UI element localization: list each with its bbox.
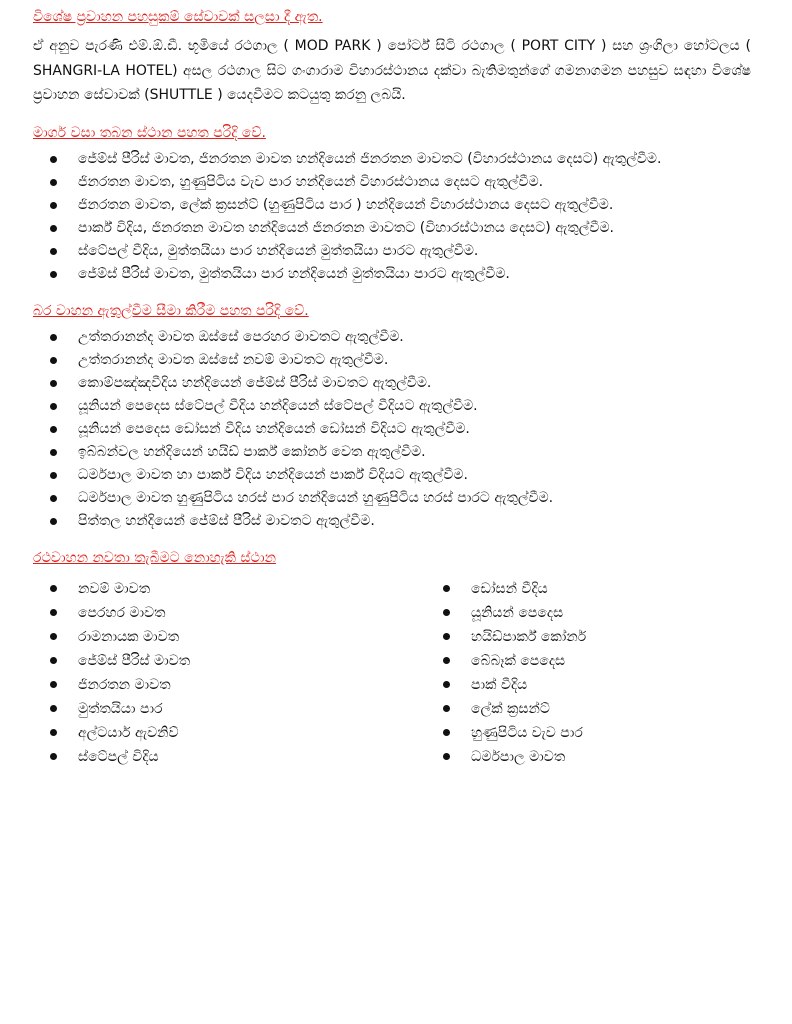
- list-item: යූනියන් පෙදෙස ස්ටේපල් වීදිය හන්දියෙන් ස්ටේපල් වීදියට ඇතුල්වීම.: [33, 395, 751, 418]
- heavy-vehicles-list: [33, 326, 751, 533]
- list-item: ස්ටේපල් විදිය: [33, 745, 426, 769]
- no-parking-list-left: [33, 577, 426, 769]
- intro-paragraph: ඒ අනුව පැරණි එම්.ඕ.ඩී. භූමියේ රථගාල ( MOD PARK ) පෝර්ට් සිටි රථගාල ( PORT CITY ) සහ ශ්‍රංගිලා හෝටලය ( SHANGRI-LA HOTEL) අසල රථගාල සිට ගංගාරාම විහාරස්ථානය දක්වා බැතිමතුන්ගේ ගමනාගමන පහසුව සඳහා විශේෂ ප්‍රවාහන සේවාවක් (SHUTTLE ) යෙදවීමට කටයුතු කරනු ලබයි.: [33, 38, 751, 103]
- list-item: අල්ටයාර් ඇවනිව්: [33, 721, 426, 745]
- list-item: ජේම්ස් පීරිස් මාවත, මුත්තයියා පාර හන්දියෙන් මුත්තයියා පාරට ඇතුල්වීම.: [33, 263, 751, 286]
- list-item: ධර්මපාල මාවත හුණුපිටිය හරස් පාර හන්දියෙන් හුණුපිටිය හරස් පාරට ඇතුල්වීම.: [33, 487, 751, 510]
- road-closures-list: [33, 148, 751, 286]
- list-item: ජිනරතන මාවත: [33, 673, 426, 697]
- list-item: ස්ටේපල් වීදිය, මුත්තයියා පාර හන්දියෙන් මුත්තයියා පාරට ඇතුල්වීම.: [33, 240, 751, 263]
- list-item: පාර්ක් විදිය, ජිනරතන මාවත හන්දියෙන් ජිනරතන මාවතට (විහාරස්ථානය දෙසට) ඇතුල්වීම.: [33, 217, 751, 240]
- list-item: ජේම්ස් පීරිස් මාවත: [33, 649, 426, 673]
- list-item: මුත්තයියා පාර: [33, 697, 426, 721]
- list-item: පෙරහර මාවත: [33, 601, 426, 625]
- list-item: රාමනායක මාවත: [33, 625, 426, 649]
- list-item: නවම් මාවත: [33, 577, 426, 601]
- list-item: ජිනරතන මාවත, ලේක් ක්‍රසන්ට් (හුණුපිටිය පාර ) හන්දියෙන් විහාරස්ථානය දෙසට ඇතුල්වීම.: [33, 194, 751, 217]
- list-item: හුණුපිටිය වැව පාර: [426, 721, 726, 745]
- list-item: පිත්තල හන්දියෙන් ජේම්ස් පීරිස් මාවතට ඇතුල්වීම.: [33, 510, 751, 533]
- list-item: හයිඩ්පාර්ක් කෝනර්: [426, 625, 726, 649]
- no-parking-columns: [33, 573, 751, 769]
- document-title: විශේෂ ප්‍රවාහන පහසුකම් සේවාවක් සලසා දී ඇත.: [33, 9, 323, 25]
- list-item: පාක් වීදිය: [426, 673, 726, 697]
- list-item: ලේක් ක්‍රසන්ට්: [426, 697, 726, 721]
- heavy-vehicles-heading: බර වාහන ඇතුල්වීම සීමා කිරීම පහත පරිදි වේ.: [33, 302, 309, 319]
- road-closures-heading: මාර්ග වසා තබන ස්ථාන පහත පරිදි වේ.: [33, 124, 266, 141]
- no-parking-list-right: [426, 577, 726, 769]
- document-page: [33, 6, 751, 769]
- list-item: බේබෑක් පෙදෙස: [426, 649, 726, 673]
- list-item: ධර්මපාල මාවත: [426, 745, 726, 769]
- list-item: උත්තරානන්ද මාවත ඔස්සේ පෙරහර මාවතට ඇතුල්වීම.: [33, 326, 751, 349]
- list-item: ධර්මපාල මාවත හා පාර්ක් විදිය හන්දියෙන් පාර්ක් විදියට ඇතුල්වීම.: [33, 464, 751, 487]
- list-item: උත්තරානන්ද මාවත ඔස්සේ නවම් මාවතට ඇතුල්වීම.: [33, 349, 751, 372]
- no-parking-heading: රථවාහන නවතා තැබීමට නොහැකි ස්ථාන: [33, 549, 276, 566]
- list-item: ඉබ්බන්වල හන්දියෙන් හයිඩ් පාර්ක් කෝනර් වෙත ඇතුල්වීම.: [33, 441, 751, 464]
- list-item: ජිනරතන මාවත, හුණුපිටිය වැව පාර හන්දියෙන් විහාරස්ථානය දෙසට ඇතුල්වීම.: [33, 171, 751, 194]
- list-item: යූනියන් පෙදෙස: [426, 601, 726, 625]
- list-item: කොම්පඤ්ඤවීදිය හන්දියෙන් ජේම්ස් පීරිස් මාවතට ඇතුල්වීම.: [33, 372, 751, 395]
- list-item: යූනියන් පෙදෙස ඩෝසන් වීදිය හන්දියෙන් ඩෝසන් විදියට ඇතුල්වීම.: [33, 418, 751, 441]
- list-item: ඩෝසන් වීදිය: [426, 577, 726, 601]
- list-item: ජේම්ස් පීරිස් මාවත, ජිනරතන මාවත හන්දියෙන් ජිනරතන මාවතට (විහාරස්ථානය දෙසට) ඇතුල්වීම.: [33, 148, 751, 171]
